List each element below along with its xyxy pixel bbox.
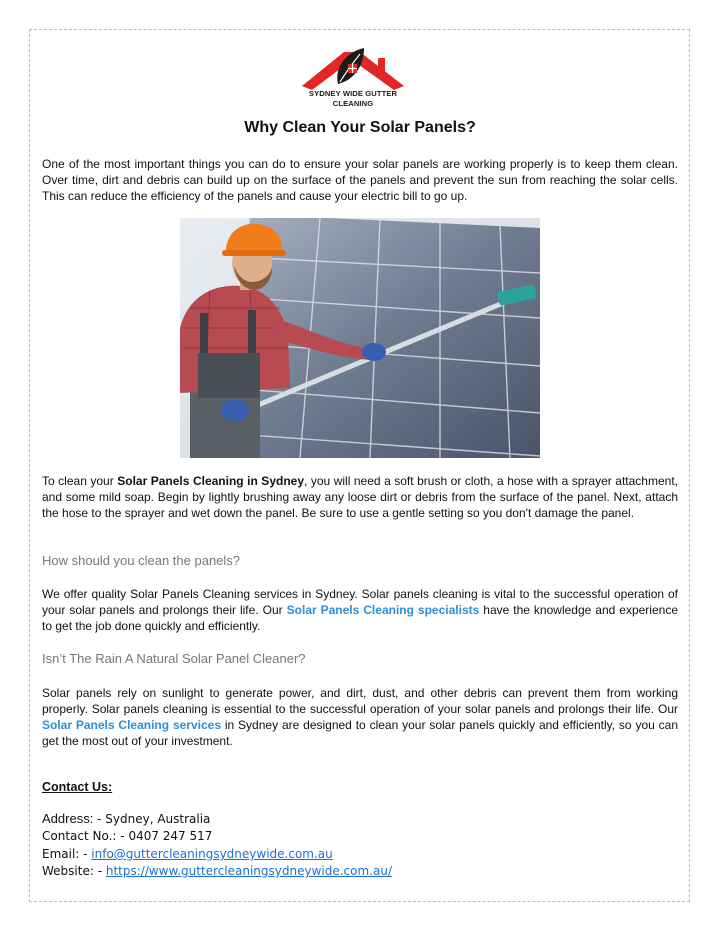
section1-text-pre: To clean your: [42, 474, 118, 488]
solar-cleaning-services-link[interactable]: Solar Panels Cleaning services: [42, 718, 221, 732]
website-label: Website: -: [42, 864, 106, 878]
section1-text-post: , you will need a soft brush or cloth, a hose with a sprayer attachment, and some mild soap. Begin by lightly brushing away any loose dirt or debris from the surface of the panel. Next, attach the hose to the sprayer and wet down the panel. Be sure to use a gentle setting so you don't damage the panel.: [42, 474, 678, 520]
section3-paragraph: [42, 685, 678, 749]
section1-bold-keyword: Solar Panels Cleaning in Sydney: [117, 474, 304, 488]
phone-value: 0407 247 517: [128, 829, 213, 843]
contact-address: [42, 811, 210, 826]
logo-line-2: CLEANING: [332, 99, 374, 108]
address-label: Address:: [42, 811, 94, 826]
email-link[interactable]: info@guttercleaningsydneywide.com.au: [91, 847, 333, 861]
contact-website: [42, 864, 392, 878]
contact-heading: Contact Us:: [42, 780, 113, 794]
website-link[interactable]: https://www.guttercleaningsydneywide.com.au/: [105, 864, 392, 878]
page-title: Why Clean Your Solar Panels?: [244, 119, 476, 136]
section3-text-pre: Solar panels rely on sunlight to generate power, and dirt, dust, and other debris can prevent them from working properly. Solar panels cleaning is essential to the successful operation of your solar panels and prolongs their life. Our: [42, 686, 678, 716]
section3-text-post: in Sydney are designed to clean your solar panels quickly and efficiently, so you can get the most out of your investment.: [42, 718, 679, 748]
contact-phone: [42, 829, 212, 843]
solar-cleaning-specialists-link[interactable]: Solar Panels Cleaning specialists: [286, 603, 480, 617]
email-label: Email: -: [42, 847, 92, 861]
section2-paragraph: [42, 586, 678, 634]
phone-label: Contact No.: -: [42, 829, 129, 843]
section2-text-post: have the knowledge and experience to get the job done quickly and efficiently.: [42, 603, 678, 633]
section2-text-pre: We offer quality Solar Panels Cleaning services in Sydney. Solar panels cleaning is vital to the successful operation of your solar panels and prolongs their life. Our: [42, 587, 678, 617]
section1-paragraph: [42, 473, 678, 521]
intro-paragraph: One of the most important things you can do to ensure your solar panels are working properly is to keep them clean. Over time, dirt and debris can build up on the surface of the panels and prevent the sun from reaching the solar cells. This can reduce the efficiency of the panels and cause your electric bill to go up.: [42, 157, 678, 203]
worker-cleaning-solar-panels-image: [180, 218, 540, 458]
heading-how-to-clean: How should you clean the panels?: [42, 553, 241, 568]
heading-rain-cleaner: Isn’t The Rain A Natural Solar Panel Cleaner?: [42, 651, 306, 666]
logo-wordmark: [290, 89, 416, 109]
contact-email: [42, 847, 333, 861]
logo-line-1: SYDNEY WIDE GUTTER: [308, 89, 398, 98]
address-value: - Sydney, Australia: [93, 812, 211, 826]
logo-chimney: [378, 58, 385, 72]
